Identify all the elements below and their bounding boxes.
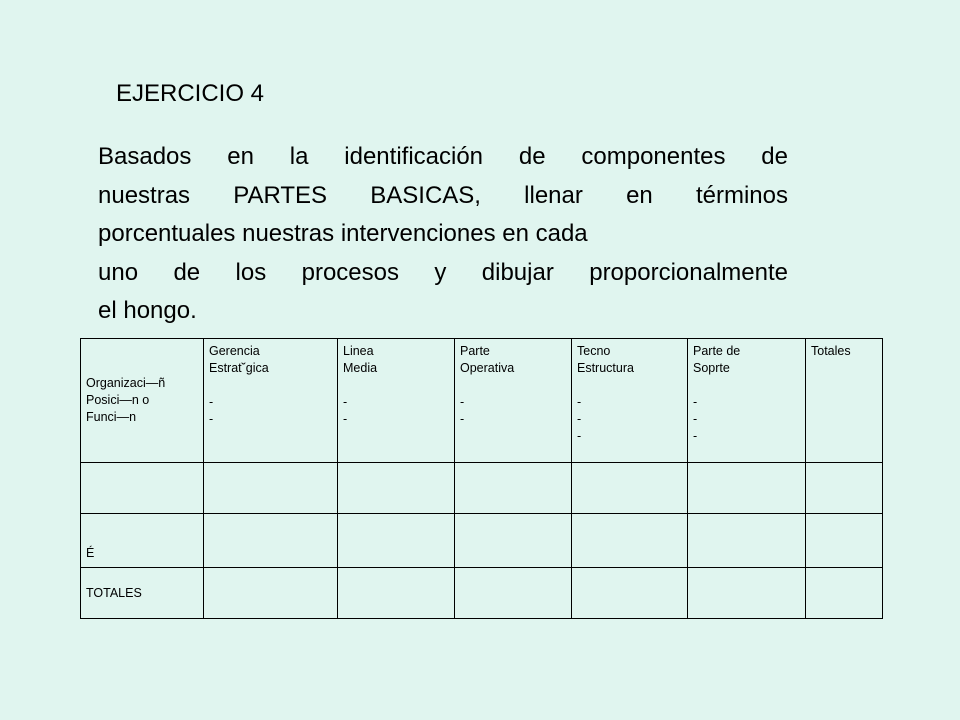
column-header-parte-de-soporte [688,339,806,463]
header-spacer [693,377,800,394]
header-line: - [693,395,698,409]
table-cell[interactable] [806,463,883,514]
header-line: - [460,395,465,409]
table-cell[interactable] [572,463,688,514]
table-cell[interactable] [572,568,688,619]
header-line: - [577,429,582,443]
header-line: - [577,395,582,409]
column-header-totales [806,339,883,463]
header-spacer [460,377,566,394]
paragraph-line: porcentuales nuestras intervenciones en cada [98,220,588,247]
table-row [81,463,883,514]
table-cell[interactable] [204,463,338,514]
paragraph-line: nuestras PARTES BASICAS, llenar en términos [98,181,788,209]
header-line: Parte [460,344,490,358]
header-line: Soprte [693,361,730,375]
table-cell[interactable] [455,514,572,568]
paragraph-line: uno de los procesos y dibujar proporcionalmente [98,258,788,286]
header-line: Tecno [577,344,611,358]
header-line: Estructura [577,361,634,375]
row-header-line: Organizaci—ñ [86,376,166,390]
totals-label: TOTALES [86,585,142,600]
header-spacer [209,377,332,394]
header-line: Media [343,361,378,375]
table-cell[interactable] [204,514,338,568]
header-line: Estrat˘gica [209,361,269,375]
table-cell[interactable] [806,568,883,619]
table-cell[interactable] [338,514,455,568]
table-cell[interactable] [572,514,688,568]
parts-table [80,338,883,619]
exercise-title: EJERCICIO 4 [116,80,265,107]
header-line: - [693,429,698,443]
instructions-paragraph [98,138,788,331]
header-line: Totales [811,344,851,358]
table-cell[interactable] [806,514,883,568]
table-cell[interactable] [338,463,455,514]
column-header-gerencia [204,339,338,463]
header-line: Parte de [693,344,741,358]
column-header-tecnoestructura [572,339,688,463]
paragraph-line: Basados en la identificación de componentes de [98,143,788,170]
header-line: Linea [343,344,374,358]
header-row [81,339,883,463]
row-label-cell [81,514,204,568]
table-cell[interactable] [688,463,806,514]
row-header-line: Funci—n [86,410,137,424]
table-cell[interactable] [338,568,455,619]
table-cell[interactable] [455,568,572,619]
header-line: - [209,395,214,409]
header-line: - [693,412,698,426]
table-cell[interactable] [688,514,806,568]
table-cell[interactable] [455,463,572,514]
totals-row [81,568,883,619]
table-cell[interactable] [81,463,204,514]
column-header-parte-operativa [455,339,572,463]
column-header-linea-media [338,339,455,463]
header-line: Operativa [460,361,515,375]
header-line: Gerencia [209,344,260,358]
header-line: - [343,412,348,426]
header-line: - [343,395,348,409]
table-cell[interactable] [204,568,338,619]
header-line: - [577,412,582,426]
totals-label-cell [81,568,204,619]
row-label: É [86,546,95,560]
row-header-line: Posici—n o [86,393,150,407]
header-spacer [343,377,449,394]
row-header-cell [81,339,204,463]
table-row [81,514,883,568]
header-line: - [209,412,214,426]
header-line: - [460,412,465,426]
table-cell[interactable] [688,568,806,619]
paragraph-line: el hongo. [98,297,197,324]
header-spacer [577,377,682,394]
